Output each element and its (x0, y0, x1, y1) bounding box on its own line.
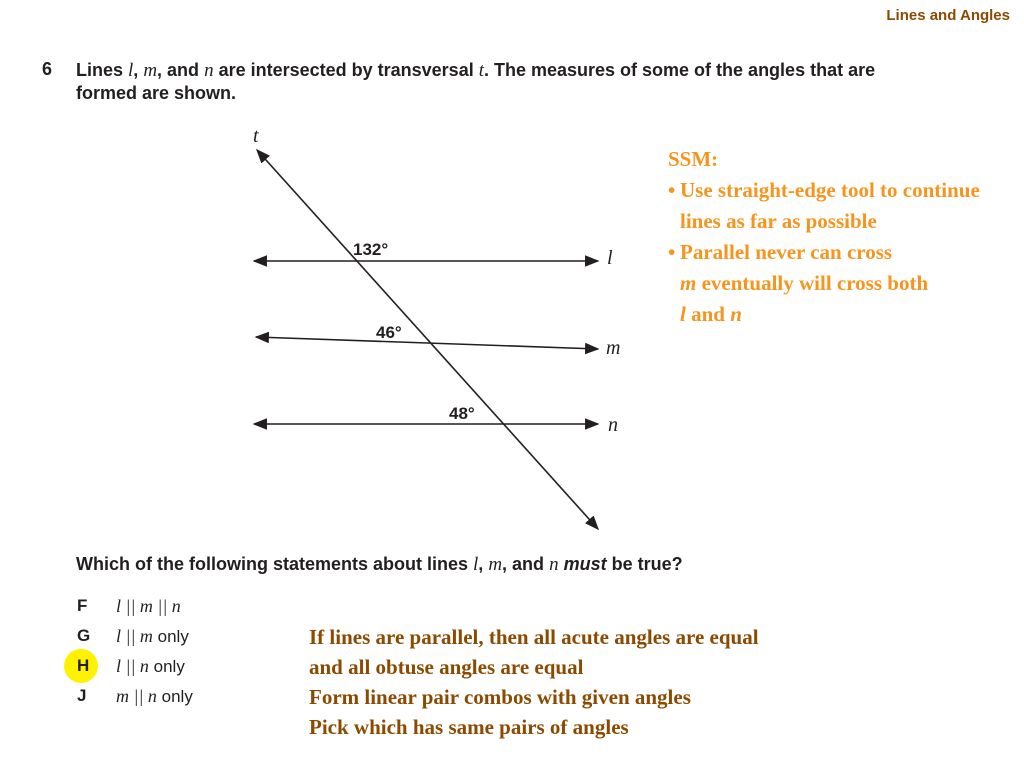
ssm-title: SSM: (668, 147, 719, 171)
choice-text: l || n only (116, 656, 185, 676)
ssm-bullet-1: • Use straight-edge tool to continue lines as far as possible (668, 175, 1008, 237)
angle-46-label: 46° (376, 323, 402, 342)
label-l: l (607, 247, 613, 269)
choice-letter: F (77, 596, 88, 615)
label-m: m (606, 337, 621, 359)
angle-132-label: 132° (353, 240, 389, 259)
hint-line-1: If lines are parallel, then all acute angles are equal (309, 625, 759, 649)
ssm-notes (668, 144, 1008, 330)
angle-48-label: 48° (449, 404, 475, 423)
label-n: n (608, 414, 618, 436)
choice-text: m || n only (116, 686, 193, 706)
slide-title: Lines and Angles (886, 7, 1010, 24)
question-number: 6 (42, 59, 53, 79)
question-prompt: Which of the following statements about lines l, m, and n must be true? (76, 554, 683, 575)
hint-line-3: Form linear pair combos with given angles (309, 685, 691, 709)
choice-text: l || m || n (116, 596, 181, 616)
choice-letter: J (77, 686, 87, 705)
label-t: t (253, 125, 259, 147)
choice-text: l || m only (116, 626, 189, 646)
hint-line-4: Pick which has same pairs of angles (309, 715, 629, 739)
choice-letter: G (77, 626, 91, 645)
hint-line-2: and all obtuse angles are equal (309, 655, 584, 679)
ssm-bullet-2: • Parallel never can cross m eventually will cross both l and n (668, 237, 1008, 330)
question-text: Lines l, m, and n are intersected by transversal t. The measures of some of the angles that are formed are shown. (76, 60, 876, 103)
hint-notes (309, 622, 929, 742)
choice-letter-highlighted: H (77, 656, 90, 675)
